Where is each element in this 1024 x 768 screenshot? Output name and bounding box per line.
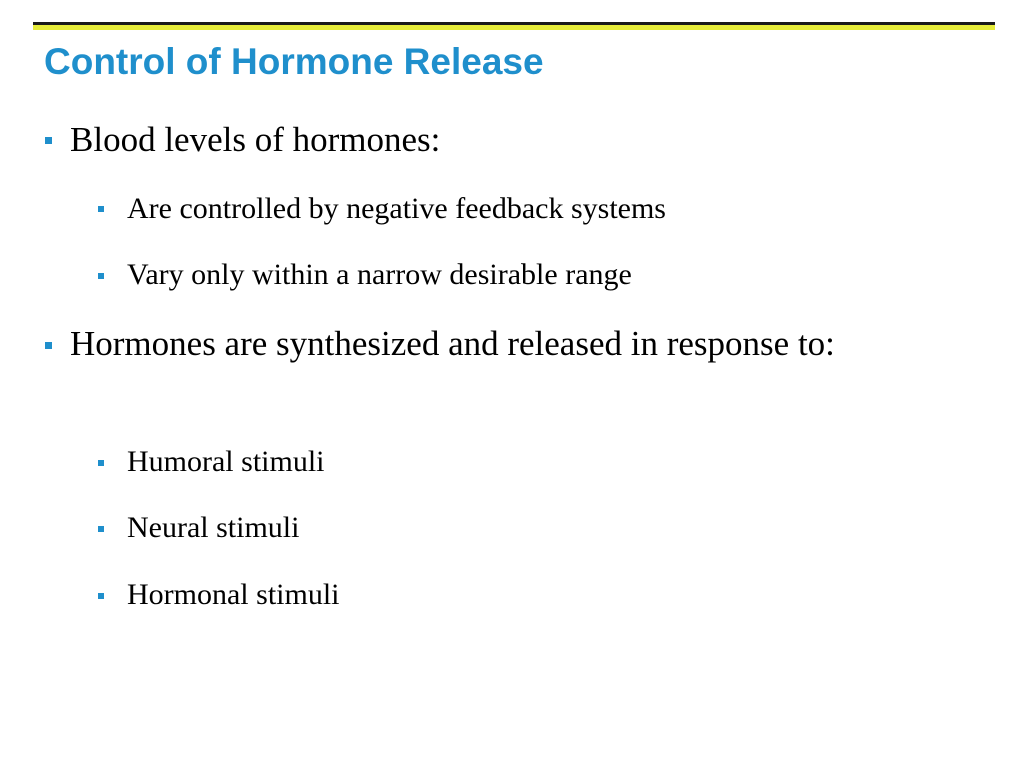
bullet-text: Hormones are synthesized and released in response to: — [70, 324, 835, 363]
sub-bullet-text: Humoral stimuli — [127, 445, 325, 478]
bullet-marker — [45, 342, 52, 349]
sub-bullet-marker — [98, 460, 104, 466]
sub-bullet-marker — [98, 273, 104, 279]
header-rule-accent — [33, 25, 995, 30]
header-rule — [33, 22, 995, 30]
bullet-marker — [45, 137, 52, 144]
sub-bullet-text: Hormonal stimuli — [127, 578, 340, 611]
sub-bullet-text: Neural stimuli — [127, 511, 300, 544]
sub-bullet-marker — [98, 526, 104, 532]
sub-bullet-text: Are controlled by negative feedback systems — [127, 192, 666, 225]
sub-bullet-marker — [98, 206, 104, 212]
sub-bullet-text: Vary only within a narrow desirable range — [127, 258, 632, 291]
bullet-text: Blood levels of hormones: — [70, 120, 441, 159]
sub-bullet-marker — [98, 593, 104, 599]
slide-title: Control of Hormone Release — [44, 41, 544, 82]
